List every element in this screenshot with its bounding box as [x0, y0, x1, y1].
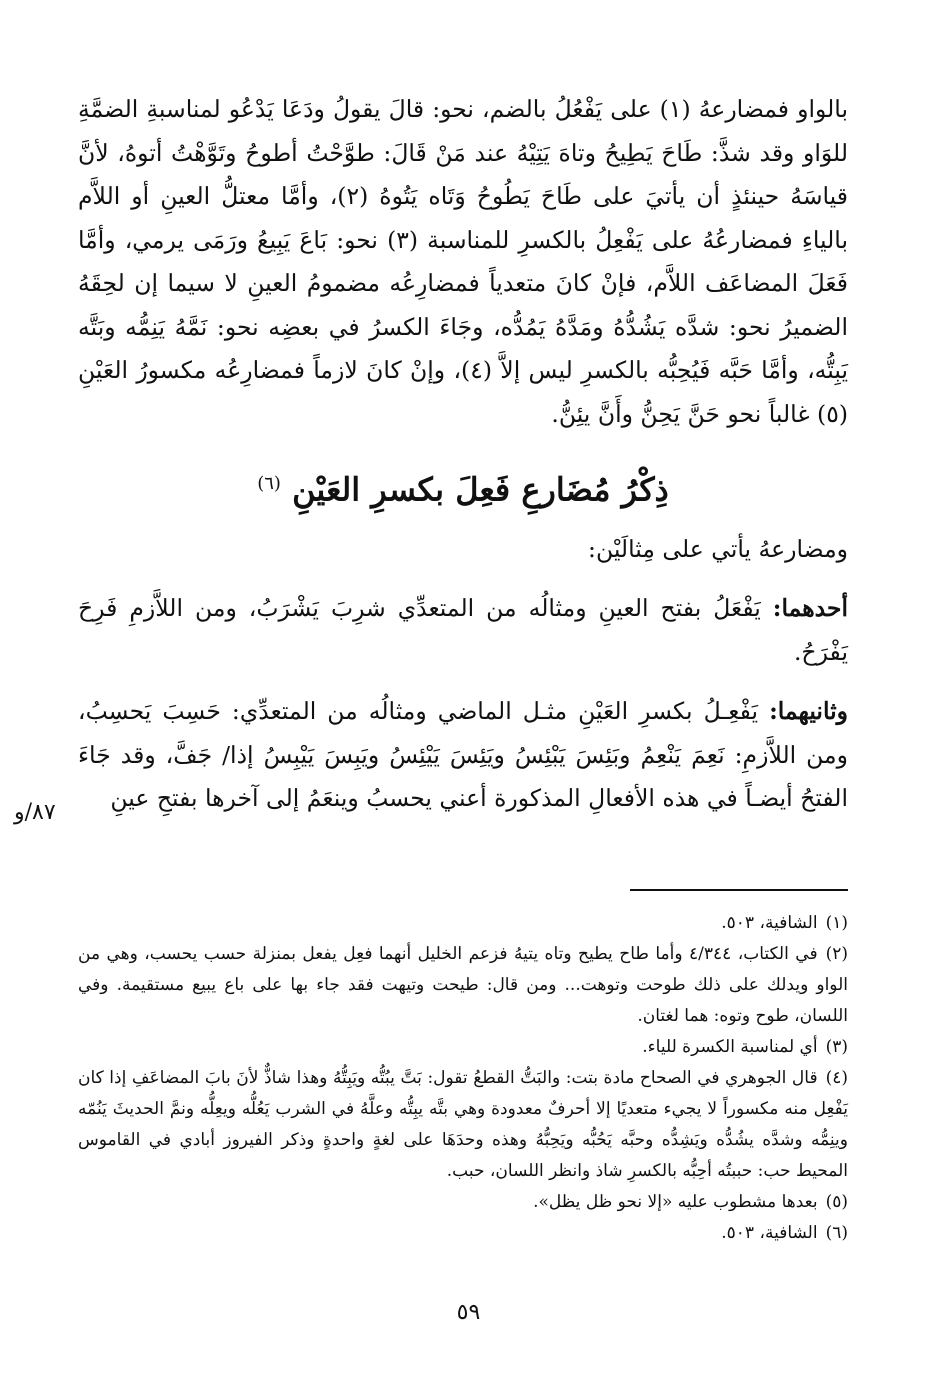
- paragraph-1: بالواو فمضارعهُ (١) على يَفْعُلُ بالضم، نحو: قالَ يقولُ ودَعَا يَدْعُو لمناسبةِ الضمَّةِ للوَاو وقد شذَّ: طَاحَ يَطِيحُ وتاهَ يَتِيْهُ عند مَنْ قَالَ: طوَّحْتُ أطوحُ وتَوَّهْتُ أتوهُ، لأنَّ قياسَهُ حينئذٍ أن يأتيَ على طَاحَ يَطُوحُ وَتَاه يَتُوهُ (٢)، وأمَّا معتلُّ العينِ أو اللاَّم بالياءِ فمضارعُهُ على يَفْعِلُ بالكسرِ للمناسبة (٣) نحو: بَاعَ يَبِيعُ ورَمَى يرمي، وأمَّا فَعَلَ المضاعَف اللاَّم، فإنْ كانَ متعدياً فمضارِعُه مضمومُ العينِ لا سيما إن لحِقَهُ الضميرُ نحو: شدَّه يَشُدُّهُ ومَدَّهُ يَمُدُّه، وجَاءَ الكسرُ في بعضِه نحو: نَمَّهُ يَنِمُّه وبَتَّه يَبِتُّه، وأمَّا حَبَّه فَيُحِبُّه بالكسرِ ليس إلاَّ (٤)، وإنْ كانَ لازماً فمضارِعُه مكسورُ العَيْنِ (٥) غالباً نحو حَنَّ يَحِنُّ وأَنَّ يئِنُّ.: [78, 95, 849, 428]
- footnote-6: [78, 1218, 848, 1249]
- paragraph-first: [78, 587, 848, 674]
- footnote-2: [78, 939, 848, 1032]
- footnote-text: أي لمناسبة الكسرة للياء.: [642, 1037, 818, 1057]
- footnote-5: [78, 1187, 848, 1218]
- intro-line: ومضارعهُ يأتي على مِثالَيْن:: [588, 534, 848, 563]
- footnote-number: (٢): [825, 944, 848, 964]
- first-lead: أحدهما:: [772, 594, 848, 623]
- first-text: يَفْعَلُ بفتح العينِ ومثالُه من المتعدِّي شرِبَ يَشْرَبُ، ومن اللاَّزمِ فَرِحَ يَفْرَحُ.: [78, 594, 848, 666]
- footnote-number: (٤): [825, 1068, 848, 1088]
- second-lead: وثانيهما:: [769, 697, 848, 726]
- heading-footnote-ref: (٦): [257, 473, 281, 494]
- footnote-1: [78, 908, 848, 939]
- second-text: يَفْعِـلُ بكسرِ العَيْنِ مثـل الماضي ومثالُه من المتعدِّي: حَسِبَ يَحسِبُ، ومن اللاَّزمِ: نَعِمَ يَنْعِمُ وبَئِسَ يَبْئِسُ ويَئِسَ يَيْئِسُ ويَبِسَ يَيْبِسُ إذا/ جَفَّ، وقد جَاءَ الفتحُ أيضـاً في هذه الأفعالِ المذكورة أعني يحسبُ وينعَمُ إلى آخرها بفتحِ عينِ: [78, 697, 848, 813]
- page-number: ٥٩: [456, 1300, 481, 1325]
- footnote-text: الشافية، ٥٠٣.: [721, 913, 818, 933]
- footnote-divider: [630, 889, 848, 891]
- footnote-text: في الكتاب، ٤/٣٤٤ وأما طاح يطيح وتاه يتيهُ فزعم الخليل أنهما فعِل يفعل بمنزلة حسب يحسب، وهي من الواو ويدلك على ذلك طوحت وتوهت... ومن قال: طيحت وتيهت فقد جاء بها على باع يبيع مستقيمة. وفي اللسان، طوح وتوه: هما لغتان.: [78, 944, 848, 1026]
- footnote-text: قال الجوهري في الصحاح مادة بتت: والبَتُّ القطعُ تقول: بَتَّ يبُتُّه ويَبِتُّهُ وهذا شاذٌّ لأنَ بابَ المضاعَفِ إذا كان يَفْعِل منه مكسوراً لا يجيء متعديًا إلا أحرفٌ معدودة وهي بتَّه يبِتُّه وعلَّهُ في الشرب يَعُلُّه ويعِلُّه ونمَّ الحديثَ يَنُمّه وينِمُّه وشدَّه يشُدُّه ويَشِدُّه وحبَّه يَحُبُّه ويَحِبُّهُ وهذه وحدَهَا على لغةٍ واحدةٍ وذكر الفيروز أبادي في القاموس المحيط حب: حببتُه أحِبُّه بالكسرِ شاذ وانظر اللسان، حبب.: [78, 1068, 848, 1181]
- footnote-number: (١): [825, 913, 848, 933]
- footnotes: [78, 908, 848, 1249]
- paragraph-second: [78, 690, 848, 821]
- footnote-number: (٦): [825, 1223, 848, 1243]
- main-text: [78, 88, 848, 821]
- footnote-number: (٥): [825, 1192, 848, 1212]
- section-heading: [78, 458, 848, 516]
- heading-text: ذِكْرُ مُضَارعِ فَعِلَ بكسرِ العَيْنِ: [292, 470, 669, 509]
- footnote-4: [78, 1063, 848, 1187]
- footnote-text: بعدها مشطوب عليه «إلا نحو ظل يظل».: [533, 1192, 818, 1212]
- folio-margin-note: ٨٧/و: [14, 800, 56, 825]
- footnote-3: [78, 1032, 848, 1063]
- footnote-number: (٣): [825, 1037, 848, 1057]
- footnote-text: الشافية، ٥٠٣.: [721, 1223, 818, 1243]
